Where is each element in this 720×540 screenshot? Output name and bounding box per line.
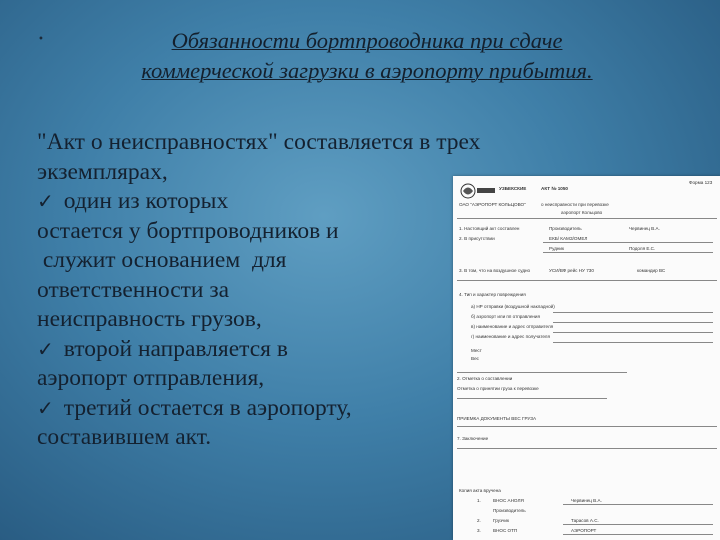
doc-top-right: Форма 123 — [689, 180, 713, 185]
doc-text: Производитель — [549, 226, 582, 231]
doc-rule — [563, 534, 713, 535]
doc-text: о неисправности при перевозке — [541, 202, 609, 207]
airline-logo-icon — [459, 182, 497, 200]
body-line-11: составившем акт. — [37, 424, 212, 450]
doc-text: Червинец В.А. — [629, 226, 660, 231]
body-line-1: "Акт о неисправностях" составляется в трех — [37, 129, 481, 155]
doc-text: 1. Настоящий акт составлен — [459, 226, 520, 231]
doc-text: Рудник — [549, 246, 565, 251]
doc-act-title: АКТ № 1050 — [541, 186, 568, 191]
body-line-8-text: второй направляется в — [63, 335, 288, 362]
doc-logo-text: УЗБЕКСКИЕ — [499, 186, 527, 191]
title-line-1: Обязанности бортпроводника при сдаче — [171, 28, 563, 53]
doc-text: АЭРОПОРТ — [571, 528, 597, 533]
doc-text: ОАО "АЭРОПОРТ КОЛЬЦОВО" — [459, 202, 526, 207]
doc-rule — [563, 524, 713, 525]
doc-rule — [563, 504, 713, 505]
doc-text: УСИ/ВФ рейс НУ 730 — [549, 268, 594, 273]
doc-text: 2. Отметка о составлении — [457, 376, 513, 381]
slide-title — [62, 26, 672, 86]
doc-rule — [543, 252, 713, 253]
doc-text: в) наименование и адрес отправителя — [471, 324, 554, 329]
doc-text: аэропорт Кольцово — [561, 210, 603, 215]
body-line-5: служит основанием для — [37, 247, 287, 273]
doc-text: 1. — [477, 498, 481, 503]
doc-text: 4. Тип и характер повреждения — [459, 292, 526, 297]
doc-rule — [457, 426, 717, 427]
doc-text: ЕКБ/ КАМЗ/ОМЕЛ — [549, 236, 588, 241]
doc-rule — [457, 372, 627, 373]
doc-rule — [543, 242, 713, 243]
doc-text: Подоля Е.С. — [629, 246, 656, 251]
body-line-9: аэропорт отправления, — [37, 365, 265, 391]
doc-text: 3. — [477, 528, 481, 533]
check-icon: ✓ — [37, 336, 54, 361]
body-line-2: экземплярах, — [37, 158, 168, 185]
doc-rule — [457, 280, 717, 281]
doc-text: ВНОС АНОЛЯ — [493, 498, 524, 503]
doc-text: 2. В присутствии — [459, 236, 495, 241]
doc-text: г) наименование и адрес получателя — [471, 334, 550, 339]
document-scan — [453, 176, 720, 540]
doc-text: 7. Заключение — [457, 436, 489, 441]
doc-text: Отметка о принятии груза к перевозке — [457, 386, 539, 391]
doc-text: Тарасов А.С. — [571, 518, 599, 523]
doc-rule — [457, 448, 717, 449]
doc-rule — [457, 398, 607, 399]
body-line-4: остается у бортпроводников и — [37, 217, 339, 244]
body-line-7: неисправность грузов, — [37, 306, 262, 332]
doc-rule — [553, 342, 713, 343]
doc-text: 3. В том, что на воздушное судно — [459, 268, 531, 273]
doc-text: Производитель — [493, 508, 526, 513]
body-line-6: ответственности за — [37, 276, 230, 303]
doc-text: Червинец В.А. — [571, 498, 602, 503]
doc-text: Копия акта вручена — [459, 488, 501, 493]
doc-rule — [457, 218, 717, 219]
body-line-3-text: один из которых — [63, 188, 229, 214]
title-bullet: • — [38, 34, 44, 45]
body-line-10-text: третий остается в аэропорту, — [63, 394, 352, 421]
title-line-2: коммерческой загрузки в аэропорту прибытия. — [141, 58, 593, 83]
doc-text: б) аэропорт или пп отправления — [471, 314, 540, 319]
doc-text: Вес — [471, 356, 479, 361]
doc-text: 2. — [477, 518, 481, 523]
doc-text: ПРИЕМКА ДОКУМЕНТЫ ВЕС ГРУЗА — [457, 416, 537, 421]
doc-rule — [553, 322, 713, 323]
doc-text: Мест — [471, 348, 482, 353]
doc-rule — [553, 312, 713, 313]
doc-text: Грузчик — [493, 518, 509, 523]
doc-text: командир ВС — [637, 268, 666, 273]
check-icon: ✓ — [37, 395, 54, 420]
doc-text: ВНОС ОТП — [493, 528, 518, 533]
check-icon: ✓ — [37, 189, 54, 213]
doc-text: а) НР отправки (воздушной накладной) — [471, 304, 555, 309]
doc-rule — [553, 332, 713, 333]
